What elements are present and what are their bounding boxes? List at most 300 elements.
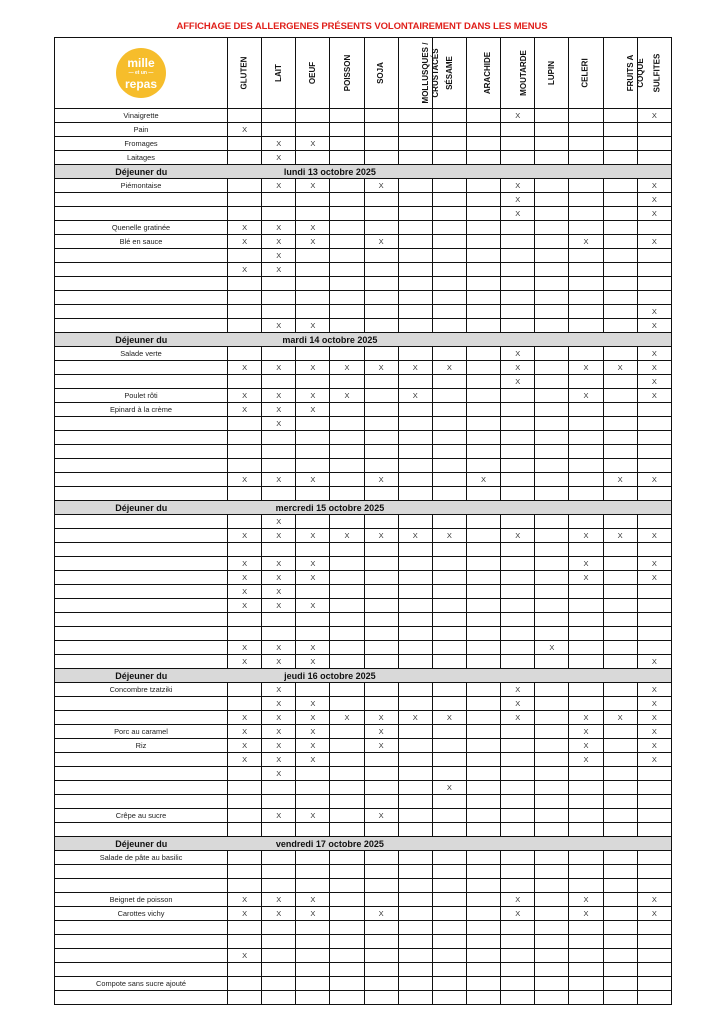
- allergen-cell: [262, 445, 296, 459]
- allergen-mark: X: [228, 571, 262, 585]
- allergen-mark: X: [228, 221, 262, 235]
- allergen-cell: [398, 249, 432, 263]
- allergen-cell: [535, 809, 569, 823]
- allergen-cell: [330, 193, 364, 207]
- allergen-cell: [466, 641, 500, 655]
- allergen-cell: [603, 221, 637, 235]
- allergen-cell: [637, 627, 671, 641]
- dish-name: [55, 613, 228, 627]
- allergen-cell: [398, 865, 432, 879]
- allergen-mark: X: [501, 907, 535, 921]
- allergen-cell: [364, 487, 398, 501]
- allergen-mark: X: [296, 711, 330, 725]
- allergen-mark: X: [228, 403, 262, 417]
- allergen-cell: [501, 123, 535, 137]
- allergen-cell: [398, 543, 432, 557]
- allergen-cell: [535, 753, 569, 767]
- allergen-mark: X: [296, 599, 330, 613]
- column-header-label: POISSON: [343, 54, 353, 92]
- allergen-mark: X: [262, 739, 296, 753]
- allergen-cell: [501, 921, 535, 935]
- allergen-cell: [535, 851, 569, 865]
- allergen-cell: [330, 599, 364, 613]
- table-row: [55, 725, 672, 739]
- allergen-cell: [330, 641, 364, 655]
- dish-name: Crêpe au sucre: [55, 809, 228, 823]
- allergen-cell: [501, 277, 535, 291]
- allergen-cell: [603, 291, 637, 305]
- allergen-cell: [432, 613, 466, 627]
- allergen-cell: [432, 151, 466, 165]
- allergen-mark: X: [262, 179, 296, 193]
- allergen-cell: [330, 935, 364, 949]
- allergen-cell: [398, 319, 432, 333]
- day-header-row: [55, 669, 672, 683]
- table-row: [55, 179, 672, 193]
- allergen-cell: [569, 641, 603, 655]
- table-row: [55, 389, 672, 403]
- allergen-cell: [603, 151, 637, 165]
- allergen-cell: [603, 879, 637, 893]
- allergen-mark: X: [262, 417, 296, 431]
- table-row: [55, 571, 672, 585]
- allergen-mark: X: [501, 711, 535, 725]
- allergen-cell: [466, 431, 500, 445]
- allergen-cell: [228, 823, 262, 837]
- allergen-mark: X: [296, 361, 330, 375]
- allergen-cell: [535, 403, 569, 417]
- allergen-cell: [466, 445, 500, 459]
- dish-name: Concombre tzatziki: [55, 683, 228, 697]
- allergen-cell: [603, 235, 637, 249]
- allergen-cell: [569, 683, 603, 697]
- allergen-cell: [569, 627, 603, 641]
- allergen-cell: [501, 865, 535, 879]
- allergen-cell: [569, 179, 603, 193]
- allergen-mark: X: [637, 711, 671, 725]
- allergen-cell: [535, 585, 569, 599]
- table-row: [55, 613, 672, 627]
- allergen-cell: [535, 907, 569, 921]
- column-header-label: FRUITS A COQUE: [625, 54, 645, 92]
- allergen-cell: [603, 305, 637, 319]
- allergen-cell: [535, 571, 569, 585]
- allergen-cell: [398, 417, 432, 431]
- allergen-cell: [330, 291, 364, 305]
- allergen-cell: [637, 459, 671, 473]
- allergen-cell: [603, 445, 637, 459]
- allergen-cell: [398, 585, 432, 599]
- allergen-cell: [262, 543, 296, 557]
- allergen-cell: [330, 137, 364, 151]
- allergen-cell: [228, 865, 262, 879]
- allergen-cell: [603, 697, 637, 711]
- allergen-cell: [262, 991, 296, 1005]
- allergen-cell: [501, 935, 535, 949]
- dish-name: [55, 823, 228, 837]
- table-row: [55, 893, 672, 907]
- table-row: [55, 641, 672, 655]
- table-row: [55, 907, 672, 921]
- allergen-cell: [262, 613, 296, 627]
- allergen-mark: X: [364, 739, 398, 753]
- allergen-cell: [466, 221, 500, 235]
- allergen-mark: X: [330, 529, 364, 543]
- allergen-mark: X: [262, 473, 296, 487]
- mille-et-un-repas-logo: mille — et un — repas: [116, 48, 166, 98]
- allergen-cell: [296, 823, 330, 837]
- allergen-cell: [296, 151, 330, 165]
- allergen-mark: X: [637, 207, 671, 221]
- allergen-cell: [501, 389, 535, 403]
- allergen-cell: [330, 697, 364, 711]
- allergen-cell: [535, 291, 569, 305]
- allergen-cell: [466, 851, 500, 865]
- allergen-cell: [466, 781, 500, 795]
- allergen-cell: [228, 277, 262, 291]
- allergen-mark: X: [637, 655, 671, 669]
- allergen-cell: [364, 977, 398, 991]
- allergen-mark: X: [262, 641, 296, 655]
- allergen-cell: [364, 893, 398, 907]
- allergen-cell: [432, 949, 466, 963]
- allergen-cell: [603, 459, 637, 473]
- allergen-cell: [603, 977, 637, 991]
- day-label: Déjeuner du: [55, 501, 228, 515]
- allergen-cell: [535, 431, 569, 445]
- dish-name: [55, 879, 228, 893]
- day-date: mercredi 15 octobre 2025: [228, 501, 433, 515]
- allergen-mark: X: [501, 193, 535, 207]
- table-row: [55, 277, 672, 291]
- allergen-cell: [569, 221, 603, 235]
- dish-name: [55, 585, 228, 599]
- allergen-cell: [603, 865, 637, 879]
- allergen-cell: [228, 767, 262, 781]
- allergen-mark: X: [637, 725, 671, 739]
- table-row: [55, 263, 672, 277]
- column-header: [501, 38, 535, 109]
- allergen-cell: [535, 739, 569, 753]
- allergen-cell: [535, 207, 569, 221]
- allergen-cell: [603, 249, 637, 263]
- allergen-cell: [569, 319, 603, 333]
- allergen-cell: [330, 683, 364, 697]
- allergen-cell: [535, 963, 569, 977]
- allergen-cell: [569, 151, 603, 165]
- allergen-cell: [398, 179, 432, 193]
- allergen-mark: X: [364, 473, 398, 487]
- allergen-cell: [466, 963, 500, 977]
- allergen-mark: X: [262, 319, 296, 333]
- allergen-cell: [535, 487, 569, 501]
- allergen-cell: [466, 767, 500, 781]
- allergen-cell: [569, 417, 603, 431]
- allergen-cell: [501, 963, 535, 977]
- allergen-cell: [296, 459, 330, 473]
- dish-name: [55, 459, 228, 473]
- allergen-mark: X: [262, 137, 296, 151]
- allergen-cell: [637, 123, 671, 137]
- allergen-cell: [535, 515, 569, 529]
- allergen-cell: [569, 767, 603, 781]
- allergen-cell: [432, 417, 466, 431]
- allergen-cell: [603, 795, 637, 809]
- allergen-cell: [603, 207, 637, 221]
- allergen-cell: [466, 865, 500, 879]
- allergen-cell: [364, 375, 398, 389]
- allergen-cell: [228, 207, 262, 221]
- allergen-cell: [466, 571, 500, 585]
- allergen-cell: [501, 445, 535, 459]
- allergen-mark: X: [296, 235, 330, 249]
- allergen-cell: [364, 641, 398, 655]
- allergen-mark: X: [364, 529, 398, 543]
- allergen-cell: [398, 347, 432, 361]
- allergen-cell: [501, 557, 535, 571]
- dish-name: Quenelle gratinée: [55, 221, 228, 235]
- allergen-cell: [432, 557, 466, 571]
- allergen-cell: [364, 291, 398, 305]
- allergen-cell: [535, 613, 569, 627]
- allergen-cell: [501, 753, 535, 767]
- table-row: [55, 921, 672, 935]
- day-header-row: [55, 165, 672, 179]
- allergen-cell: [228, 809, 262, 823]
- allergen-cell: [637, 809, 671, 823]
- dish-name: [55, 375, 228, 389]
- table-row: [55, 137, 672, 151]
- allergen-mark: X: [637, 907, 671, 921]
- allergen-cell: [603, 725, 637, 739]
- allergen-cell: [535, 977, 569, 991]
- allergen-cell: [228, 431, 262, 445]
- allergen-cell: [364, 627, 398, 641]
- allergen-cell: [466, 249, 500, 263]
- allergen-cell: [569, 459, 603, 473]
- allergen-cell: [535, 151, 569, 165]
- table-row: [55, 851, 672, 865]
- allergen-cell: [569, 809, 603, 823]
- allergen-mark: X: [296, 725, 330, 739]
- allergen-cell: [466, 977, 500, 991]
- table-row: [55, 879, 672, 893]
- allergen-cell: [398, 459, 432, 473]
- allergen-cell: [330, 109, 364, 123]
- allergen-cell: [330, 753, 364, 767]
- allergen-cell: [432, 641, 466, 655]
- column-header: [398, 38, 440, 109]
- allergen-cell: [501, 571, 535, 585]
- allergen-cell: [501, 627, 535, 641]
- allergen-cell: [398, 557, 432, 571]
- allergen-cell: [432, 347, 466, 361]
- table-row: [55, 683, 672, 697]
- allergen-cell: [432, 221, 466, 235]
- allergen-mark: X: [228, 123, 262, 137]
- allergen-cell: [637, 599, 671, 613]
- allergen-mark: X: [262, 809, 296, 823]
- allergen-cell: [398, 935, 432, 949]
- allergen-cell: [228, 627, 262, 641]
- allergen-cell: [466, 529, 500, 543]
- allergen-cell: [535, 123, 569, 137]
- allergen-cell: [501, 585, 535, 599]
- table-row: [55, 529, 672, 543]
- allergen-cell: [432, 389, 466, 403]
- allergen-mark: X: [466, 473, 500, 487]
- allergen-cell: [364, 935, 398, 949]
- allergen-cell: [364, 571, 398, 585]
- allergen-cell: [364, 865, 398, 879]
- allergen-mark: X: [637, 361, 671, 375]
- allergen-cell: [296, 515, 330, 529]
- allergen-cell: [398, 683, 432, 697]
- allergen-cell: [398, 445, 432, 459]
- dish-name: Compote sans sucre ajouté: [55, 977, 228, 991]
- allergen-cell: [262, 963, 296, 977]
- allergen-mark: X: [262, 893, 296, 907]
- allergen-cell: [501, 823, 535, 837]
- dish-name: [55, 963, 228, 977]
- allergen-cell: [466, 739, 500, 753]
- allergen-cell: [228, 683, 262, 697]
- allergen-mark: X: [296, 473, 330, 487]
- allergen-cell: [501, 249, 535, 263]
- allergen-cell: [569, 123, 603, 137]
- allergen-cell: [637, 879, 671, 893]
- allergen-cell: [569, 851, 603, 865]
- allergen-cell: [501, 809, 535, 823]
- allergen-cell: [364, 921, 398, 935]
- allergen-cell: [603, 571, 637, 585]
- allergen-cell: [364, 207, 398, 221]
- allergen-cell: [330, 179, 364, 193]
- header-row: [55, 38, 672, 109]
- table-row: [55, 361, 672, 375]
- allergen-cell: [432, 893, 466, 907]
- allergen-cell: [501, 599, 535, 613]
- allergen-cell: [398, 151, 432, 165]
- allergen-cell: [603, 627, 637, 641]
- allergen-cell: [296, 935, 330, 949]
- allergen-cell: [330, 151, 364, 165]
- allergen-cell: [432, 739, 466, 753]
- allergen-cell: [432, 991, 466, 1005]
- dish-name: [55, 655, 228, 669]
- allergen-cell: [603, 319, 637, 333]
- allergen-mark: X: [228, 725, 262, 739]
- allergen-mark: X: [432, 361, 466, 375]
- allergen-cell: [466, 263, 500, 277]
- allergen-mark: X: [637, 739, 671, 753]
- allergen-cell: [535, 459, 569, 473]
- allergen-cell: [398, 963, 432, 977]
- allergen-cell: [262, 109, 296, 123]
- allergen-cell: [535, 445, 569, 459]
- allergen-cell: [330, 613, 364, 627]
- allergen-cell: [637, 291, 671, 305]
- allergen-cell: [330, 921, 364, 935]
- allergen-cell: [637, 487, 671, 501]
- allergen-mark: X: [296, 319, 330, 333]
- allergen-cell: [466, 235, 500, 249]
- allergen-mark: X: [637, 697, 671, 711]
- allergen-cell: [466, 991, 500, 1005]
- dish-name: [55, 571, 228, 585]
- allergen-cell: [535, 473, 569, 487]
- allergen-cell: [432, 123, 466, 137]
- allergen-mark: X: [501, 109, 535, 123]
- allergen-mark: X: [296, 403, 330, 417]
- allergen-cell: [432, 305, 466, 319]
- allergen-cell: [501, 305, 535, 319]
- table-row: [55, 487, 672, 501]
- allergen-cell: [569, 963, 603, 977]
- allergen-mark: X: [262, 389, 296, 403]
- allergen-cell: [364, 795, 398, 809]
- allergen-cell: [398, 795, 432, 809]
- allergen-cell: [535, 529, 569, 543]
- allergen-cell: [296, 991, 330, 1005]
- allergen-cell: [432, 921, 466, 935]
- allergen-cell: [603, 739, 637, 753]
- allergen-cell: [330, 431, 364, 445]
- table-row: [55, 459, 672, 473]
- allergen-cell: [330, 865, 364, 879]
- allergen-cell: [603, 109, 637, 123]
- allergen-mark: X: [501, 207, 535, 221]
- allergen-mark: X: [637, 347, 671, 361]
- allergen-cell: [296, 879, 330, 893]
- allergen-cell: [466, 823, 500, 837]
- allergen-cell: [330, 123, 364, 137]
- allergen-mark: X: [501, 683, 535, 697]
- allergen-cell: [535, 347, 569, 361]
- allergen-mark: X: [603, 529, 637, 543]
- allergen-cell: [432, 487, 466, 501]
- allergen-cell: [364, 151, 398, 165]
- allergen-mark: X: [603, 473, 637, 487]
- allergen-mark: X: [432, 781, 466, 795]
- allergen-cell: [296, 263, 330, 277]
- allergen-cell: [432, 935, 466, 949]
- allergen-cell: [262, 207, 296, 221]
- dish-name: [55, 795, 228, 809]
- allergen-cell: [535, 389, 569, 403]
- allergen-cell: [569, 781, 603, 795]
- allergen-cell: [432, 655, 466, 669]
- allergen-cell: [466, 277, 500, 291]
- allergen-mark: X: [262, 235, 296, 249]
- allergen-cell: [398, 599, 432, 613]
- table-row: [55, 865, 672, 879]
- allergen-cell: [535, 375, 569, 389]
- allergen-cell: [603, 277, 637, 291]
- allergen-cell: [330, 375, 364, 389]
- allergen-cell: [432, 823, 466, 837]
- allergen-cell: [501, 641, 535, 655]
- allergen-cell: [603, 963, 637, 977]
- allergen-cell: [432, 515, 466, 529]
- allergen-cell: [603, 893, 637, 907]
- allergen-cell: [603, 515, 637, 529]
- allergen-cell: [603, 809, 637, 823]
- allergen-cell: [398, 403, 432, 417]
- allergen-cell: [330, 739, 364, 753]
- allergen-cell: [603, 851, 637, 865]
- allergen-cell: [466, 487, 500, 501]
